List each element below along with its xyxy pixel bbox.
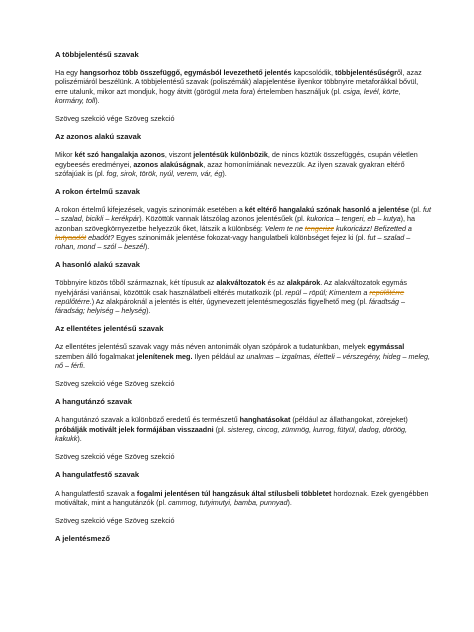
text: Egyes szinonimák jelentése fokozat-vagy hangulatbeli különbséget fejez ki (pl. [114, 232, 368, 242]
section-end-marker: Szöveg szekció vége Szöveg szekció [55, 452, 175, 462]
text: ). [287, 497, 292, 507]
text: Ilyen például az [192, 351, 247, 361]
text: Mikor [55, 150, 75, 160]
italic-text: meta fora [222, 86, 253, 96]
italic-text: kukoricázz! Befizetted a [334, 223, 412, 233]
italic-text: fut – szalad – rohan, mond – szól – beszél [55, 232, 411, 252]
text: , de nincs köztük összefüggés, csupán véletlen egybeesés eredményei, [55, 150, 418, 169]
text: ). [144, 242, 150, 252]
section-end-marker: Szöveg szekció vége Szöveg szekció [55, 379, 175, 389]
bold-text: alakpárok [286, 278, 321, 288]
paragraph-tobbjelentesu [55, 68, 431, 105]
text: Ha egy [55, 68, 80, 78]
text: ). [77, 433, 82, 443]
text: . Az alakváltozatok egymás nyelvjárási variánsai, közöttük csak használatbeli eltérés mutatkozik (pl. [55, 278, 407, 297]
text: ) értelemben használjuk (pl. [252, 86, 344, 96]
bold-text: többjelentésűségr [335, 68, 397, 78]
bold-text: hangsorhoz több összefüggő, egymásból levezethető jelentés [79, 68, 292, 78]
bold-text: két szó hangalakja azonos [74, 150, 165, 160]
italic-text: fog, sirok, török, nyúl, verem, vár, ég [106, 168, 223, 178]
section-end-marker: Szöveg szekció vége Szöveg szekció [55, 114, 175, 124]
heading-rokon-ertelmu: A rokon értelmű szavak [55, 187, 140, 197]
heading-jelentesmezo: A jelentésmező [55, 534, 111, 544]
text: ), ha azonban szövegkörnyezetbe helyezzük őket, látszik a különbség: [55, 214, 415, 233]
paragraph-hangutanzo [55, 415, 431, 443]
text: . [82, 360, 85, 370]
italic-text: cammog, tutyimutyi, bamba, punnyad [168, 497, 288, 507]
document-body [55, 50, 431, 552]
paragraph-ellentetes [55, 342, 431, 370]
text: A hangutánzó szavak a különböző eredetű és természetű [55, 415, 240, 425]
text: ). Közöttük vannak látszólag azonos jelentésűek (pl. [139, 214, 307, 224]
tracked-deletion: repülőtérre [369, 287, 405, 297]
bold-text: jelenítenek meg. [136, 351, 193, 361]
heading-azonos-alaku: Az azonos alakú szavak [55, 132, 142, 142]
paragraph-hangulatfesto [55, 489, 431, 507]
bold-text: hanghatásokat [239, 415, 291, 425]
text: ) Az alakpároknál a jelentés is eltér, úgynevezett jelentésmegoszlás figyelhető meg (pl. [91, 296, 370, 306]
italic-text: repül – röpül; Kimentem a [285, 287, 370, 297]
bold-text: azonos alakúságnak [133, 159, 204, 169]
text: Az ellentétes jelentésű szavak vagy más néven antonimák olyan szópárok a tudatunkban, melyek [55, 342, 368, 352]
text: A rokon értelmű kifejezések, vagyis szinonimák esetében a [55, 205, 245, 215]
tracked-deletion: tengerizz [304, 223, 335, 233]
text: szemben álló fogalmakat [55, 351, 137, 361]
paragraph-azonos-alaku [55, 150, 431, 178]
tracked-deletion: kutyaadót [55, 232, 87, 242]
italic-text: csiga, levél, körte, kormány, toll [55, 86, 401, 105]
heading-hasonlo-alaku: A hasonló alakú szavak [55, 260, 140, 270]
italic-text: fáradtság – fáradság; helyiség – helység [55, 296, 406, 316]
text: ől, azaz poliszémiáról beszélünk. A többjelentésű szavak (poliszémák) alapjelentése ilyenkor többnyire metaforákkal bővül, erre utalunk, mikor azt mondjuk, hogy átvitt (görögül [55, 68, 422, 96]
paragraph-rokon-ertelmu [55, 205, 431, 251]
bold-text: egymással [367, 342, 405, 352]
bold-text: jelentésük különbözik [193, 150, 268, 160]
text: kapcsolódik, [291, 68, 335, 78]
text: ). [222, 168, 227, 178]
heading-tobbjelentesu: A többjelentésű szavak [55, 50, 139, 59]
italic-text: ebadót? [86, 232, 115, 242]
text: , viszont [164, 150, 194, 160]
text: (például az állathangokat, zörejeket) [290, 415, 408, 425]
text: hordoznak. Ezek gyengébben motiváltak, mint a hangutánzók (pl. [55, 488, 429, 507]
italic-text: Velem te ne [264, 223, 305, 233]
text: A hangulatfestő szavak a [55, 488, 137, 498]
text: ). [95, 95, 100, 105]
italic-text: repülőtérre. [55, 296, 92, 306]
italic-text: fut – szalad, bicikli – kerékpár [55, 205, 431, 224]
bold-text: alakváltozatok [216, 278, 266, 288]
bold-text: fogalmi jelentésen túl hangzásuk által stílusbeli többletet [136, 488, 332, 498]
italic-text: sistereg, cincog, zümmög, kurrog, fütyül, dadog, döröög, kakukk [55, 424, 407, 443]
italic-text: kukorica – tengeri, eb – kutya [306, 214, 401, 224]
bold-text: két eltérő hangalakú szónak hasonló a jelentése [244, 205, 409, 215]
heading-ellentetes: Az ellentétes jelentésű szavak [55, 324, 164, 334]
text: (pl. [213, 424, 228, 434]
text: (pl. [408, 205, 423, 215]
section-end-marker: Szöveg szekció vége Szöveg szekció [55, 515, 175, 525]
heading-hangutanzo: A hangutánzó szavak [55, 397, 132, 407]
bold-text: próbálják motivált jelek formájában visszaadni [55, 424, 214, 434]
text: ). [146, 306, 151, 316]
heading-hangulatfesto: A hangulatfestő szavak [55, 470, 140, 480]
text: , azaz homonímiának nevezzük. Az ilyen szavak gyakran eltérő szófajúak is (pl. [55, 159, 405, 178]
italic-text: unalmas – izgalmas, életteli – vérszegény, hideg – meleg, nő – férfi [55, 351, 431, 370]
text: Többnyire közös tőből származnak, két típusuk az [55, 278, 217, 288]
text: és az [265, 278, 287, 288]
paragraph-hasonlo-alaku [55, 278, 431, 315]
